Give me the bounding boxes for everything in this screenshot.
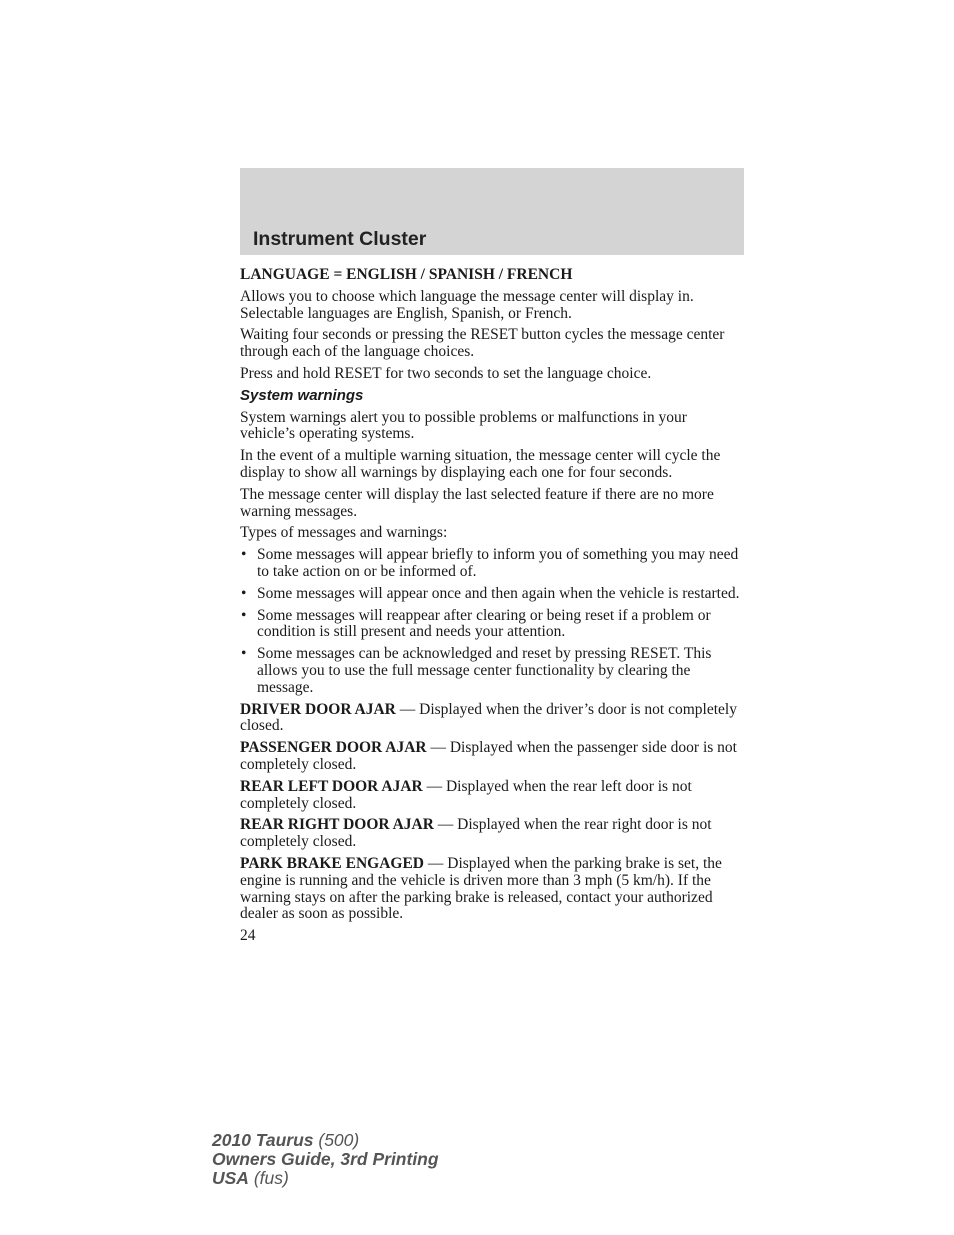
list-item-text: Some messages will appear once and then again when the vehicle is restarted. [257, 584, 740, 602]
footer-line-2 [212, 1150, 439, 1169]
message-term: REAR RIGHT DOOR AJAR [240, 816, 434, 834]
section-title: Instrument Cluster [253, 228, 427, 250]
list-item [240, 608, 745, 642]
message-term: PARK BRAKE ENGAGED [240, 854, 425, 872]
list-item [240, 547, 745, 581]
system-warnings-paragraph-2: In the event of a multiple warning situation, the message center will cycle the display to show all warnings by displaying each one for four seconds. [240, 447, 721, 481]
list-item-text: Some messages will reappear after clearing or being reset if a problem or condition is still present and needs your attention. [257, 606, 711, 641]
bullet-icon: • [241, 546, 247, 564]
bullet-icon: • [241, 584, 247, 602]
system-warnings-paragraph-3: The message center will display the last selected feature if there are no more warning messages. [240, 485, 714, 520]
message-passenger-door-ajar [240, 740, 745, 774]
list-item-text: Some messages can be acknowledged and reset by pressing RESET. This allows you to use the full message center functionality by clearing the message. [257, 645, 712, 696]
message-desc: — Displayed when the parking brake is set, the engine is running and the vehicle is driven more than 3 mph (5 km/h). If the warning stays on after the parking brake is released, contact your authorized dealer as soon as possible. [240, 854, 722, 923]
system-warnings-paragraph-4: Types of messages and warnings: [240, 524, 448, 542]
message-park-brake-engaged [240, 856, 745, 923]
footer-line-3 [212, 1169, 439, 1188]
message-driver-door-ajar [240, 702, 745, 736]
bullet-icon: • [241, 606, 247, 624]
page-number: 24 [240, 927, 256, 945]
footer-model-code: (500) [313, 1130, 360, 1150]
system-warnings-heading: System warnings [240, 386, 364, 404]
message-desc: — Displayed when the rear right door is not completely closed. [240, 816, 712, 851]
message-desc: — Displayed when the driver’s door is not completely closed. [240, 700, 737, 735]
section-header-band [240, 168, 744, 255]
list-item [240, 586, 745, 603]
language-paragraph-2: Waiting four seconds or pressing the RESET button cycles the message center through each of the language choices. [240, 326, 725, 361]
message-types-list [240, 547, 745, 696]
system-warnings-paragraph-1: System warnings alert you to possible problems or malfunctions in your vehicle’s operating systems. [240, 408, 687, 443]
message-desc: — Displayed when the rear left door is not completely closed. [240, 777, 692, 812]
message-rear-left-door-ajar [240, 779, 745, 813]
list-item-text: Some messages will appear briefly to inform you of something you may need to take action on or be informed of. [257, 546, 739, 580]
footer-line-1 [212, 1131, 439, 1150]
list-item [240, 646, 745, 696]
message-term: DRIVER DOOR AJAR [240, 700, 396, 718]
page-content [240, 267, 745, 945]
message-rear-right-door-ajar [240, 817, 745, 851]
document-footer [212, 1131, 439, 1188]
language-paragraph-1: Allows you to choose which language the message center will display in. Selectable languages are English, Spanish, or French. [240, 287, 694, 322]
bullet-icon: • [241, 645, 247, 663]
footer-guide: Owners Guide, 3rd Printing [212, 1149, 439, 1169]
language-paragraph-3: Press and hold RESET for two seconds to set the language choice. [240, 364, 652, 382]
language-heading: LANGUAGE = ENGLISH / SPANISH / FRENCH [240, 266, 573, 283]
message-term: REAR LEFT DOOR AJAR [240, 777, 423, 795]
footer-model: 2010 Taurus [212, 1130, 314, 1150]
footer-region-code: (fus) [248, 1168, 289, 1188]
footer-region: USA [212, 1168, 249, 1188]
message-desc: — Displayed when the passenger side door is not completely closed. [240, 739, 737, 773]
message-term: PASSENGER DOOR AJAR [240, 739, 427, 757]
